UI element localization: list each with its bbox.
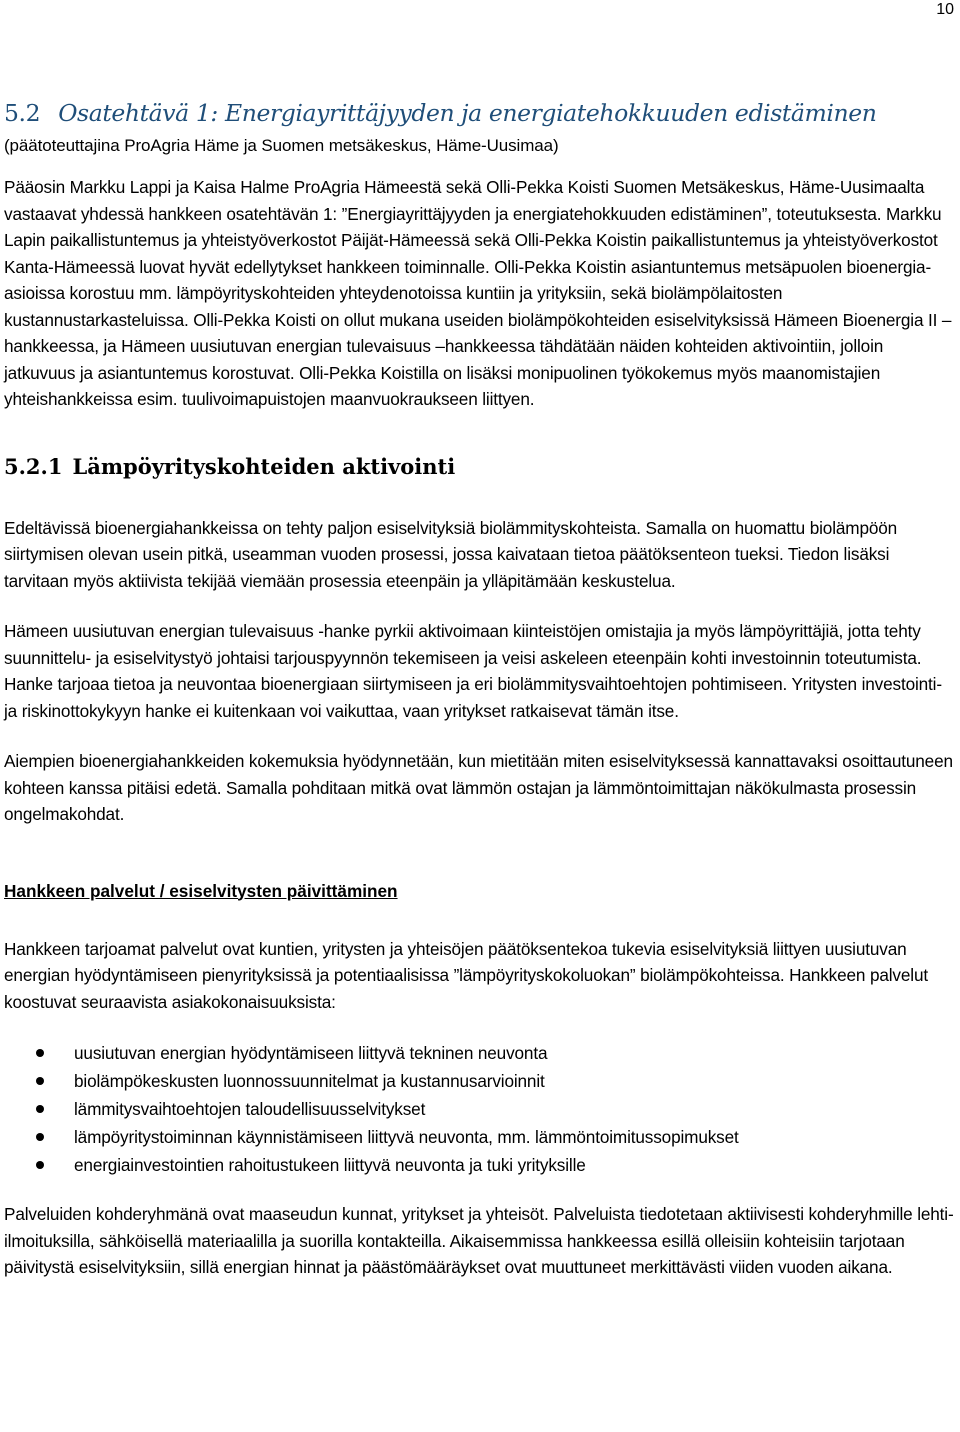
section-intro-paragraph: Pääosin Markku Lappi ja Kaisa Halme ProAgria Hämeestä sekä Olli-Pekka Koisti Suomen Metsäkeskus, Häme-Uusimaalta vastaavat yhdessä hankkeen osatehtävän 1: ”Energiayrittäjyyden ja energiatehokkuuden edistäminen”, toteutuksesta. Markku Lapin paikallistuntemus ja yhteistyöverkostot Päijät-Hämeessä sekä Olli-Pekka Koistin paikallistuntemus ja yhteistyöverkostot Kanta-Hämeessä luovat hyvät edellytykset hankkeen toiminnalle. Olli-Pekka Koistin asiantuntemus metsäpuolen bioenergia-asioissa korostuu mm. lämpöyrityskohteiden yhteydenotoissa kuntiin ja yrityksiin, sekä biolämpölaitosten kustannustarkasteluissa. Olli-Pekka Koisti on ollut mukana useiden biolämpökohteiden esiselvityksissä Hämeen Bioenergia II – hankkeessa, ja Hämeen uusiutuvan energian tulevaisuus –hankkeessa tähdätään näiden kohteiden aktivointiin, jolloin jatkuvuus ja asiantuntemus korostuvat. Olli-Pekka Koistilla on lisäksi monipuolinen työkokemus myös maanomistajien yhteishankkeissa esim. tuulivoimapuistojen maanvuokraukseen liittyen.	[4, 177, 952, 409]
subsection-heading	[4, 451, 956, 483]
list-item: energiainvestointien rahoitustukeen liittyvä neuvonta ja tuki yrityksille	[4, 1151, 956, 1179]
subsection-title: Lämpöyrityskohteiden aktivointi	[72, 453, 456, 479]
list-item: lämmitysvaihtoehtojen taloudellisuusselvitykset	[4, 1095, 956, 1123]
subsection-paragraph-1: Edeltävissä bioenergiahankkeissa on tehty paljon esiselvityksiä biolämmityskohteista. Samalla on huomattu biolämpöön siirtymisen olevan usein pitkä, useamman vuoden prosessi, jossa kaivataan tietoa päätöksenteon tueksi. Tiedon lisäksi tarvitaan myös aktiivista tekijää viemään prosessia eteenpäin ja ylläpitämään keskustelua.	[4, 517, 898, 591]
page-number: 10	[936, 1, 954, 18]
subsection-number: 5.2.1	[4, 453, 63, 479]
services-heading: Hankkeen palvelut / esiselvitysten päivittäminen	[4, 880, 398, 901]
services-list	[4, 1039, 956, 1179]
subsection-paragraph-2: Hämeen uusiutuvan energian tulevaisuus -hanke pyrkii aktivoimaan kiinteistöjen omistajia ja myös lämpöyrittäjiä, jotta tehty suunnittelu- ja esiselvitystyö johtaisi tarjouspyynnön tekemiseen ja veisi askeleen eteenpäin kohti investoinnin toteutumista. Hanke tarjoaa tietoa ja neuvontaa bioenergiaan siirtymiseen ja eri biolämmitysvaihtoehtojen pohtimiseen. Yritysten investointi- ja riskinottokykyyn hanke ei kuitenkaan voi vaikuttaa, vaan yritykset ratkaisevat tämän itse.	[4, 621, 942, 721]
list-item: uusiutuvan energian hyödyntämiseen liittyvä tekninen neuvonta	[4, 1039, 956, 1067]
section-title: Osatehtävä 1: Energiayrittäjyyden ja energiatehokkuuden edistäminen	[58, 99, 877, 127]
section-subtitle: (päätoteuttajina ProAgria Häme ja Suomen metsäkeskus, Häme-Uusimaa)	[4, 136, 559, 155]
section-heading	[4, 96, 956, 130]
services-closing-paragraph: Palveluiden kohderyhmänä ovat maaseudun kunnat, yritykset ja yhteisöt. Palveluista tiedotetaan aktiivisesti kohderyhmille lehti-ilmoituksilla, sähköisellä materiaalilla ja suorilla kontakteilla. Aikaisemmissa hankkeessa esillä olleisiin kohteisiin tarjotaan päivitystä esiselvityksiin, sillä energian hinnat ja päästömääräykset ovat muuttuneet merkittävästi viiden vuoden aikana.	[4, 1204, 954, 1277]
list-item: lämpöyritystoiminnan käynnistämiseen liittyvä neuvonta, mm. lämmöntoimitussopimukset	[4, 1123, 956, 1151]
document-body	[4, 96, 956, 1281]
list-item: biolämpökeskusten luonnossuunnitelmat ja kustannusarvioinnit	[4, 1067, 956, 1095]
subsection-paragraph-3: Aiempien bioenergiahankkeiden kokemuksia hyödynnetään, kun mietitään miten esiselvityksessä kannattavaksi osoittautuneen kohteen kanssa pitäisi edetä. Samalla pohditaan mitkä ovat lämmön ostajan ja lämmöntoimittajan näkökulmasta prosessin ongelmakohdat.	[4, 751, 953, 824]
section-number: 5.2	[4, 99, 41, 127]
services-intro-paragraph: Hankkeen tarjoamat palvelut ovat kuntien, yritysten ja yhteisöjen päätöksentekoa tukevia esiselvityksiä liittyen uusiutuvan energian hyödyntämiseen pienyrityksissä ja potentiaalisissa ”lämpöyrityskokoluokan” biolämpökohteissa. Hankkeen palvelut koostuvat seuraavista asiakokonaisuuksista:	[4, 938, 928, 1012]
